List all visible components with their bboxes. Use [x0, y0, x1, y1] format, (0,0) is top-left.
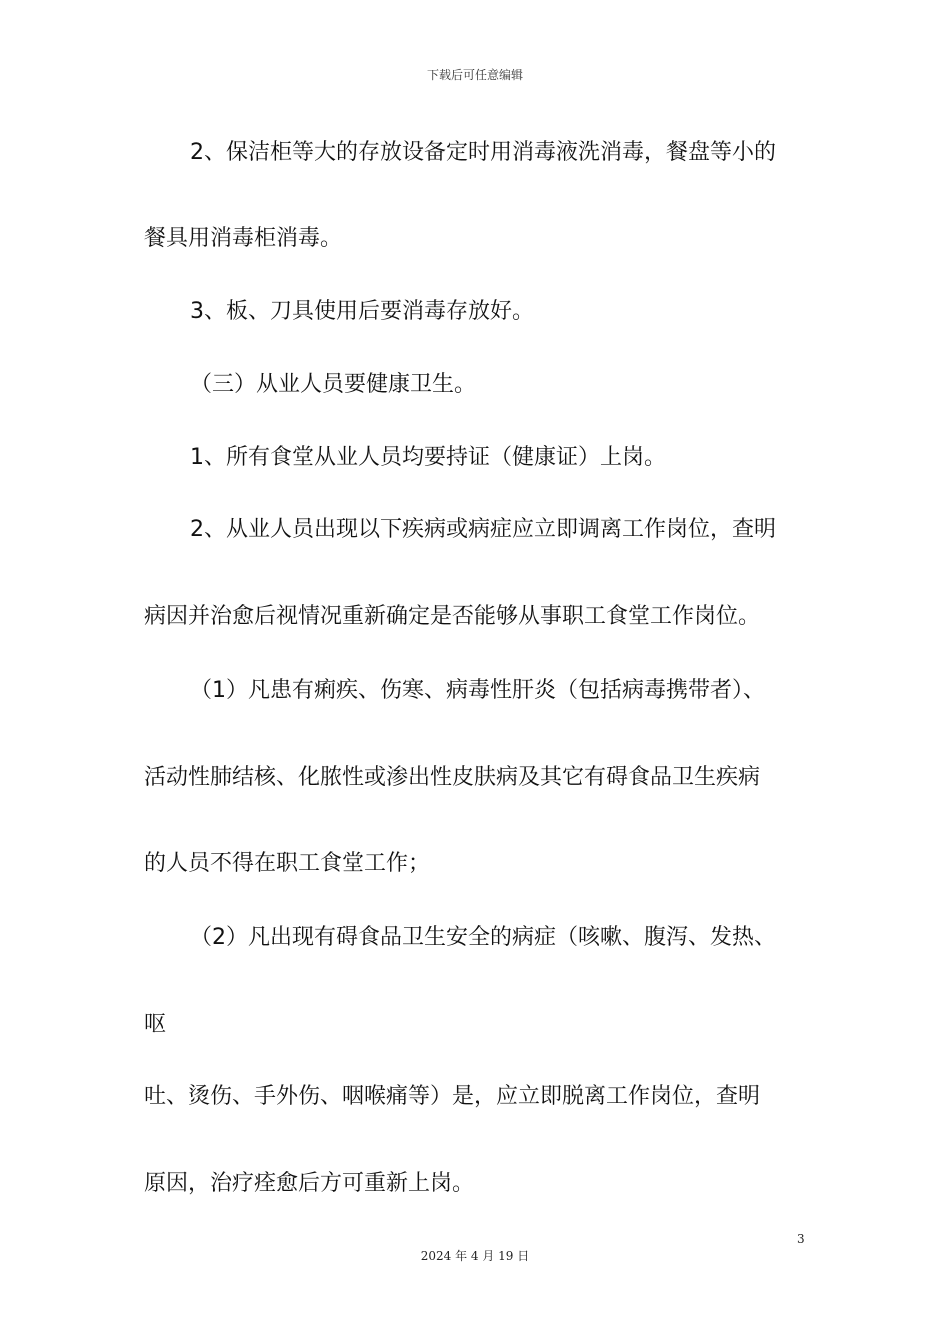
- paragraph-line: 2、保洁柜等大的存放设备定时用消毒液洗消毒，餐盘等小的: [190, 140, 776, 165]
- paragraph-line: 病因并治愈后视情况重新确定是否能够从事职工食堂工作岗位。: [144, 604, 761, 629]
- paragraph-line: 呕: [144, 1012, 167, 1037]
- paragraph-line: 活动性肺结核、化脓性或渗出性皮肤病及其它有碍食品卫生疾病: [144, 765, 761, 790]
- paragraph-line: 1、所有食堂从业人员均要持证（健康证）上岗。: [190, 445, 666, 470]
- paragraph-line: 原因，治疗痊愈后方可重新上岗。: [144, 1171, 475, 1196]
- section-heading: （三）从业人员要健康卫生。: [190, 372, 477, 397]
- page-number: 3: [797, 1232, 805, 1246]
- footer-date: 2024 年 4 月 19 日: [420, 1249, 530, 1263]
- paragraph-line: 的人员不得在职工食堂工作；: [144, 851, 431, 876]
- paragraph-line: 2、从业人员出现以下疾病或病症应立即调离工作岗位，查明: [190, 517, 776, 542]
- page-header-note: 下载后可任意编辑: [426, 68, 523, 82]
- paragraph-line: （2）凡出现有碍食品卫生安全的病症（咳嗽、腹泻、发热、: [190, 925, 776, 950]
- paragraph-line: 3、板、刀具使用后要消毒存放好。: [190, 299, 534, 324]
- paragraph-line: 餐具用消毒柜消毒。: [144, 226, 343, 251]
- paragraph-line: 吐、烫伤、手外伤、咽喉痛等）是，应立即脱离工作岗位，查明: [144, 1084, 761, 1109]
- paragraph-line: （1）凡患有痢疾、伤寒、病毒性肝炎（包括病毒携带者）、: [190, 678, 765, 703]
